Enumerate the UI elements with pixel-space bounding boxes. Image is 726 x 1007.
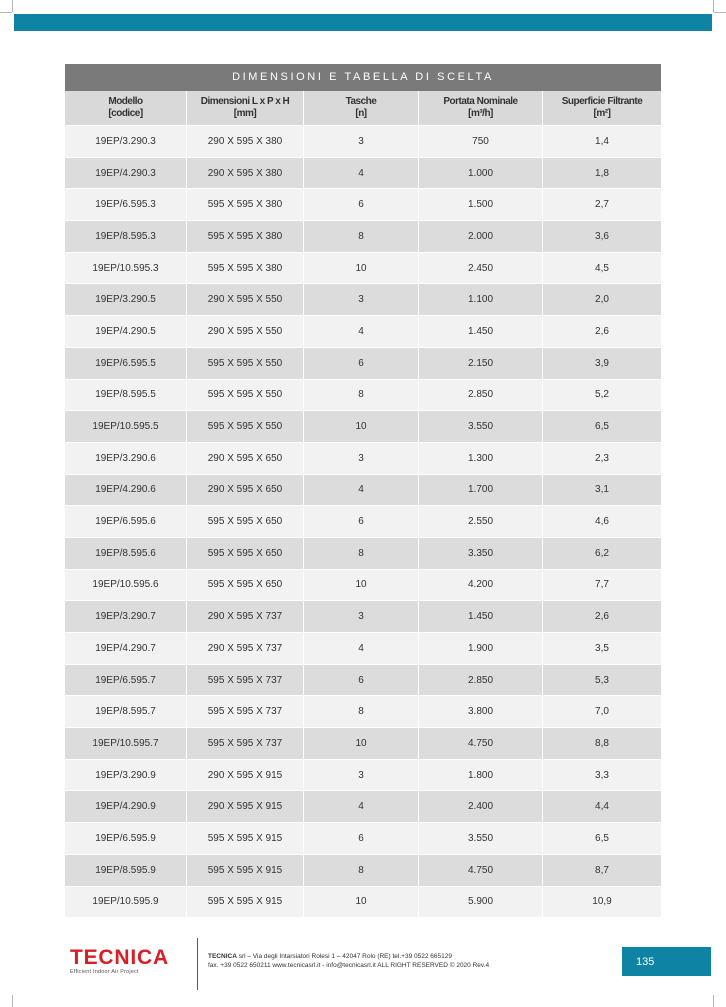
header-unit: [m³/h] <box>468 108 493 119</box>
cell-dimensioni: 290 X 595 X 915 <box>187 759 304 791</box>
cell-tasche: 10 <box>304 886 419 918</box>
cell-dimensioni: 595 X 595 X 737 <box>187 695 304 727</box>
table-row <box>65 695 661 727</box>
cell-superficie: 2,6 <box>543 315 661 347</box>
footer-line-1 <box>208 952 489 961</box>
cell-portata: 5.900 <box>419 886 543 918</box>
header-label: Superficie Filtrante <box>561 96 643 107</box>
cell-tasche: 4 <box>304 474 419 506</box>
cell-tasche: 8 <box>304 220 419 252</box>
table-row <box>65 157 661 189</box>
cell-modello: 19EP/6.595.5 <box>65 347 187 379</box>
cell-tasche: 3 <box>304 759 419 791</box>
cell-dimensioni: 290 X 595 X 915 <box>187 790 304 822</box>
header-label: Portata Nominale <box>443 96 518 107</box>
table-row <box>65 759 661 791</box>
cell-modello: 19EP/8.595.6 <box>65 537 187 569</box>
cell-tasche: 6 <box>304 347 419 379</box>
cell-portata: 2.550 <box>419 505 543 537</box>
cell-portata: 1.500 <box>419 188 543 220</box>
header-portata <box>419 91 543 125</box>
table-row <box>65 347 661 379</box>
cell-superficie: 10,9 <box>543 886 661 918</box>
cell-dimensioni: 595 X 595 X 737 <box>187 664 304 696</box>
cell-dimensioni: 290 X 595 X 737 <box>187 632 304 664</box>
cell-superficie: 5,3 <box>543 664 661 696</box>
cell-modello: 19EP/10.595.3 <box>65 252 187 284</box>
table-row <box>65 379 661 411</box>
cell-portata: 3.550 <box>419 410 543 442</box>
crop-mark <box>12 995 13 1007</box>
logo-wordmark: TECNICA <box>70 946 169 969</box>
cell-tasche: 6 <box>304 188 419 220</box>
footer-company: TECNICA <box>208 953 237 960</box>
cell-tasche: 4 <box>304 315 419 347</box>
cell-portata: 750 <box>419 125 543 157</box>
cell-superficie: 4,6 <box>543 505 661 537</box>
footer-line-2: fax. +39 0522 650211 www.tecnicasrl.it - info@tecnicasrl.it ALL RIGHT RESERVED © 2020 Rev.4 <box>208 962 490 969</box>
cell-superficie: 2,3 <box>543 442 661 474</box>
cell-tasche: 10 <box>304 727 419 759</box>
cell-portata: 4.200 <box>419 569 543 601</box>
header-label: Tasche <box>345 96 377 107</box>
cell-superficie: 8,7 <box>543 854 661 886</box>
cell-superficie: 3,3 <box>543 759 661 791</box>
table-row <box>65 537 661 569</box>
cell-tasche: 8 <box>304 854 419 886</box>
cell-superficie: 6,2 <box>543 537 661 569</box>
table-row <box>65 252 661 284</box>
cell-superficie: 5,2 <box>543 379 661 411</box>
cell-modello: 19EP/6.595.7 <box>65 664 187 696</box>
header-tasche <box>304 91 419 125</box>
cell-portata: 2.850 <box>419 379 543 411</box>
cell-portata: 1.450 <box>419 600 543 632</box>
table-row <box>65 632 661 664</box>
cell-modello: 19EP/4.290.9 <box>65 790 187 822</box>
cell-dimensioni: 595 X 595 X 380 <box>187 252 304 284</box>
table-header-row <box>65 91 661 125</box>
cell-superficie: 2,0 <box>543 283 661 315</box>
cell-tasche: 10 <box>304 569 419 601</box>
cell-portata: 1.900 <box>419 632 543 664</box>
cell-tasche: 8 <box>304 695 419 727</box>
cell-modello: 19EP/3.290.6 <box>65 442 187 474</box>
table-row <box>65 410 661 442</box>
cell-dimensioni: 595 X 595 X 650 <box>187 569 304 601</box>
footer-contact <box>208 952 489 970</box>
table-row <box>65 854 661 886</box>
cell-dimensioni: 290 X 595 X 550 <box>187 283 304 315</box>
cell-tasche: 4 <box>304 157 419 189</box>
cell-portata: 2.850 <box>419 664 543 696</box>
cell-superficie: 6,5 <box>543 410 661 442</box>
cell-dimensioni: 595 X 595 X 380 <box>187 188 304 220</box>
cell-tasche: 8 <box>304 379 419 411</box>
header-unit: [n] <box>355 108 367 119</box>
cell-modello: 19EP/8.595.3 <box>65 220 187 252</box>
cell-superficie: 7,0 <box>543 695 661 727</box>
cell-modello: 19EP/6.595.6 <box>65 505 187 537</box>
crop-mark <box>714 12 726 13</box>
cell-modello: 19EP/8.595.5 <box>65 379 187 411</box>
header-label: Dimensioni L x P x H <box>200 96 290 107</box>
cell-modello: 19EP/4.290.7 <box>65 632 187 664</box>
table-row <box>65 442 661 474</box>
logo-tagline: Efficient Indoor Air Project <box>70 969 139 975</box>
header-label: Modello <box>108 96 143 107</box>
cell-tasche: 8 <box>304 537 419 569</box>
footer-divider <box>197 938 198 990</box>
table-row <box>65 125 661 157</box>
cell-tasche: 6 <box>304 822 419 854</box>
cell-dimensioni: 595 X 595 X 380 <box>187 220 304 252</box>
tecnica-logo <box>70 947 169 975</box>
cell-modello: 19EP/6.595.9 <box>65 822 187 854</box>
cell-portata: 3.550 <box>419 822 543 854</box>
table-row <box>65 727 661 759</box>
cell-dimensioni: 595 X 595 X 650 <box>187 505 304 537</box>
crop-mark <box>713 995 714 1007</box>
cell-tasche: 3 <box>304 283 419 315</box>
table-title: DIMENSIONI E TABELLA DI SCELTA <box>65 64 661 91</box>
table-body <box>65 125 661 917</box>
cell-superficie: 8,8 <box>543 727 661 759</box>
header-unit: [mm] <box>233 108 257 119</box>
cell-superficie: 3,6 <box>543 220 661 252</box>
cell-superficie: 2,7 <box>543 188 661 220</box>
cell-superficie: 1,4 <box>543 125 661 157</box>
cell-superficie: 3,9 <box>543 347 661 379</box>
cell-portata: 3.350 <box>419 537 543 569</box>
cell-superficie: 1,8 <box>543 157 661 189</box>
table-row <box>65 474 661 506</box>
table-row <box>65 569 661 601</box>
cell-superficie: 6,5 <box>543 822 661 854</box>
cell-portata: 1.450 <box>419 315 543 347</box>
cell-dimensioni: 290 X 595 X 737 <box>187 600 304 632</box>
cell-dimensioni: 290 X 595 X 380 <box>187 125 304 157</box>
cell-modello: 19EP/4.290.5 <box>65 315 187 347</box>
cell-dimensioni: 595 X 595 X 915 <box>187 886 304 918</box>
cell-superficie: 4,5 <box>543 252 661 284</box>
cell-tasche: 3 <box>304 125 419 157</box>
cell-tasche: 10 <box>304 252 419 284</box>
cell-modello: 19EP/8.595.9 <box>65 854 187 886</box>
cell-modello: 19EP/10.595.5 <box>65 410 187 442</box>
table-row <box>65 315 661 347</box>
crop-mark <box>0 12 12 13</box>
table-row <box>65 188 661 220</box>
cell-portata: 4.750 <box>419 727 543 759</box>
header-accent-bar <box>14 14 712 31</box>
cell-portata: 2.400 <box>419 790 543 822</box>
cell-modello: 19EP/10.595.9 <box>65 886 187 918</box>
cell-modello: 19EP/10.595.6 <box>65 569 187 601</box>
cell-modello: 19EP/4.290.6 <box>65 474 187 506</box>
table-row <box>65 822 661 854</box>
cell-superficie: 3,5 <box>543 632 661 664</box>
table-row <box>65 886 661 918</box>
cell-dimensioni: 290 X 595 X 650 <box>187 442 304 474</box>
cell-tasche: 3 <box>304 442 419 474</box>
cell-portata: 2.450 <box>419 252 543 284</box>
cell-portata: 1.000 <box>419 157 543 189</box>
table-row <box>65 505 661 537</box>
page-number <box>622 947 711 976</box>
cell-modello: 19EP/6.595.3 <box>65 188 187 220</box>
header-unit: [codice] <box>108 108 143 119</box>
cell-dimensioni: 290 X 595 X 380 <box>187 157 304 189</box>
cell-portata: 4.750 <box>419 854 543 886</box>
table-row <box>65 220 661 252</box>
cell-modello: 19EP/8.595.7 <box>65 695 187 727</box>
cell-superficie: 3,1 <box>543 474 661 506</box>
table-row <box>65 600 661 632</box>
selection-table <box>65 64 661 917</box>
cell-dimensioni: 595 X 595 X 650 <box>187 537 304 569</box>
cell-dimensioni: 595 X 595 X 550 <box>187 410 304 442</box>
cell-modello: 19EP/3.290.3 <box>65 125 187 157</box>
cell-superficie: 4,4 <box>543 790 661 822</box>
cell-tasche: 4 <box>304 790 419 822</box>
cell-portata: 1.700 <box>419 474 543 506</box>
cell-dimensioni: 290 X 595 X 650 <box>187 474 304 506</box>
crop-mark <box>713 0 714 12</box>
cell-modello: 19EP/3.290.5 <box>65 283 187 315</box>
cell-portata: 3.800 <box>419 695 543 727</box>
cell-modello: 19EP/4.290.3 <box>65 157 187 189</box>
header-superficie <box>543 91 661 125</box>
cell-portata: 1.800 <box>419 759 543 791</box>
cell-tasche: 6 <box>304 664 419 696</box>
cell-tasche: 4 <box>304 632 419 664</box>
header-modello <box>65 91 187 125</box>
table-row <box>65 790 661 822</box>
cell-portata: 1.100 <box>419 283 543 315</box>
cell-modello: 19EP/3.290.9 <box>65 759 187 791</box>
cell-modello: 19EP/10.595.7 <box>65 727 187 759</box>
cell-dimensioni: 595 X 595 X 550 <box>187 347 304 379</box>
header-unit: [m²] <box>593 108 611 119</box>
page-number-label: 135 <box>636 955 655 968</box>
cell-tasche: 3 <box>304 600 419 632</box>
cell-tasche: 6 <box>304 505 419 537</box>
cell-superficie: 2,6 <box>543 600 661 632</box>
cell-superficie: 7,7 <box>543 569 661 601</box>
cell-modello: 19EP/3.290.7 <box>65 600 187 632</box>
cell-portata: 1.300 <box>419 442 543 474</box>
table-row <box>65 664 661 696</box>
cell-dimensioni: 595 X 595 X 737 <box>187 727 304 759</box>
cell-dimensioni: 290 X 595 X 550 <box>187 315 304 347</box>
crop-mark <box>12 0 13 12</box>
cell-portata: 2.150 <box>419 347 543 379</box>
cell-dimensioni: 595 X 595 X 915 <box>187 822 304 854</box>
cell-dimensioni: 595 X 595 X 915 <box>187 854 304 886</box>
footer-address: srl – Via degli Intarsiatori Rolesi 1 – 42047 Rolo (RE) tel.+39 0522 665129 <box>236 953 452 960</box>
cell-tasche: 10 <box>304 410 419 442</box>
cell-portata: 2.000 <box>419 220 543 252</box>
table-row <box>65 283 661 315</box>
header-dimensioni <box>187 91 304 125</box>
cell-dimensioni: 595 X 595 X 550 <box>187 379 304 411</box>
